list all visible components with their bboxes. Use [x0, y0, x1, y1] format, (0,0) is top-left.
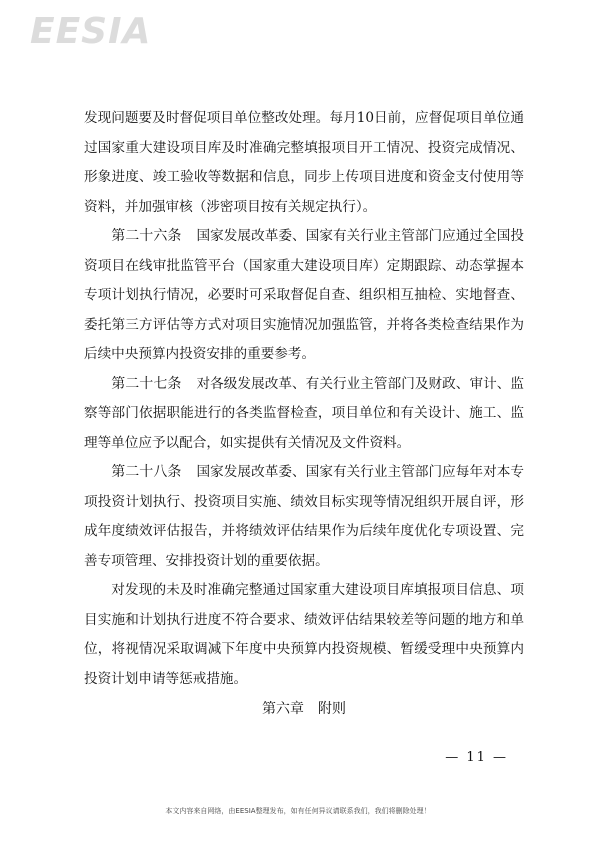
page-number: — 11 —: [445, 750, 508, 765]
article-28: [84, 458, 524, 576]
article-28-number: 第二十八条: [111, 464, 182, 480]
article-28-text: 国家发展改革委、国家有关行业主管部门应每年对本专项投资计划执行、投资项目实施、绩效目标实现等情况组织开展自评，形成年度绩效评估报告，并将绩效评估结果作为后续年度优化专项设置、完善专项管理、安排投资计划的重要依据。: [84, 464, 525, 569]
chapter-title: 附则: [318, 701, 346, 717]
article-26-text: 国家发展改革委、国家有关行业主管部门应通过全国投资项目在线审批监管平台（国家重大建设项目库）定期跟踪、动态掌握本专项计划执行情况，必要时可采取督促自查、组织相互抽检、实地督查、委托第三方评估等方式对项目实施情况加强监管，并将各类检查结果作为后续中央预算内投资安排的重要参考。: [84, 228, 525, 362]
chapter-number: 第六章: [262, 701, 304, 717]
footer-disclaimer: 本文内容来自网络，由EESIA整理发布，如有任何异议请联系我们，我们将删除处理！: [165, 807, 431, 815]
article-26: [84, 222, 524, 370]
document-body: [84, 104, 524, 724]
article-27: [84, 370, 524, 459]
paragraph-penalty: 对发现的未及时准确完整通过国家重大建设项目库填报项目信息、项目实施和计划执行进度不符合要求、绩效评估结果较差等问题的地方和单位，将视情况采取调减下年度中央预算内投资规模、暂缓受理中央预算内投资计划申请等惩戒措施。: [84, 582, 524, 687]
paragraph-continuation: 发现问题要及时督促项目单位整改处理。每月10日前，应督促项目单位通过国家重大建设项目库及时准确完整填报项目开工情况、投资完成情况、形象进度、竣工验收等数据和信息，同步上传项目进度和资金支付使用等资料，并加强审核（涉密项目按有关规定执行）。: [84, 110, 524, 215]
chapter-heading: [84, 694, 524, 724]
article-26-number: 第二十六条: [111, 228, 182, 244]
eesia-watermark-logo: EESIA: [30, 11, 152, 52]
article-27-number: 第二十七条: [111, 375, 182, 392]
article-27-text: 对各级发展改革、有关行业主管部门及财政、审计、监察等部门依据职能进行的各类监督检查，项目单位和有关设计、施工、监理等单位应予以配合，如实提供有关情况及文件资料。: [84, 375, 525, 451]
